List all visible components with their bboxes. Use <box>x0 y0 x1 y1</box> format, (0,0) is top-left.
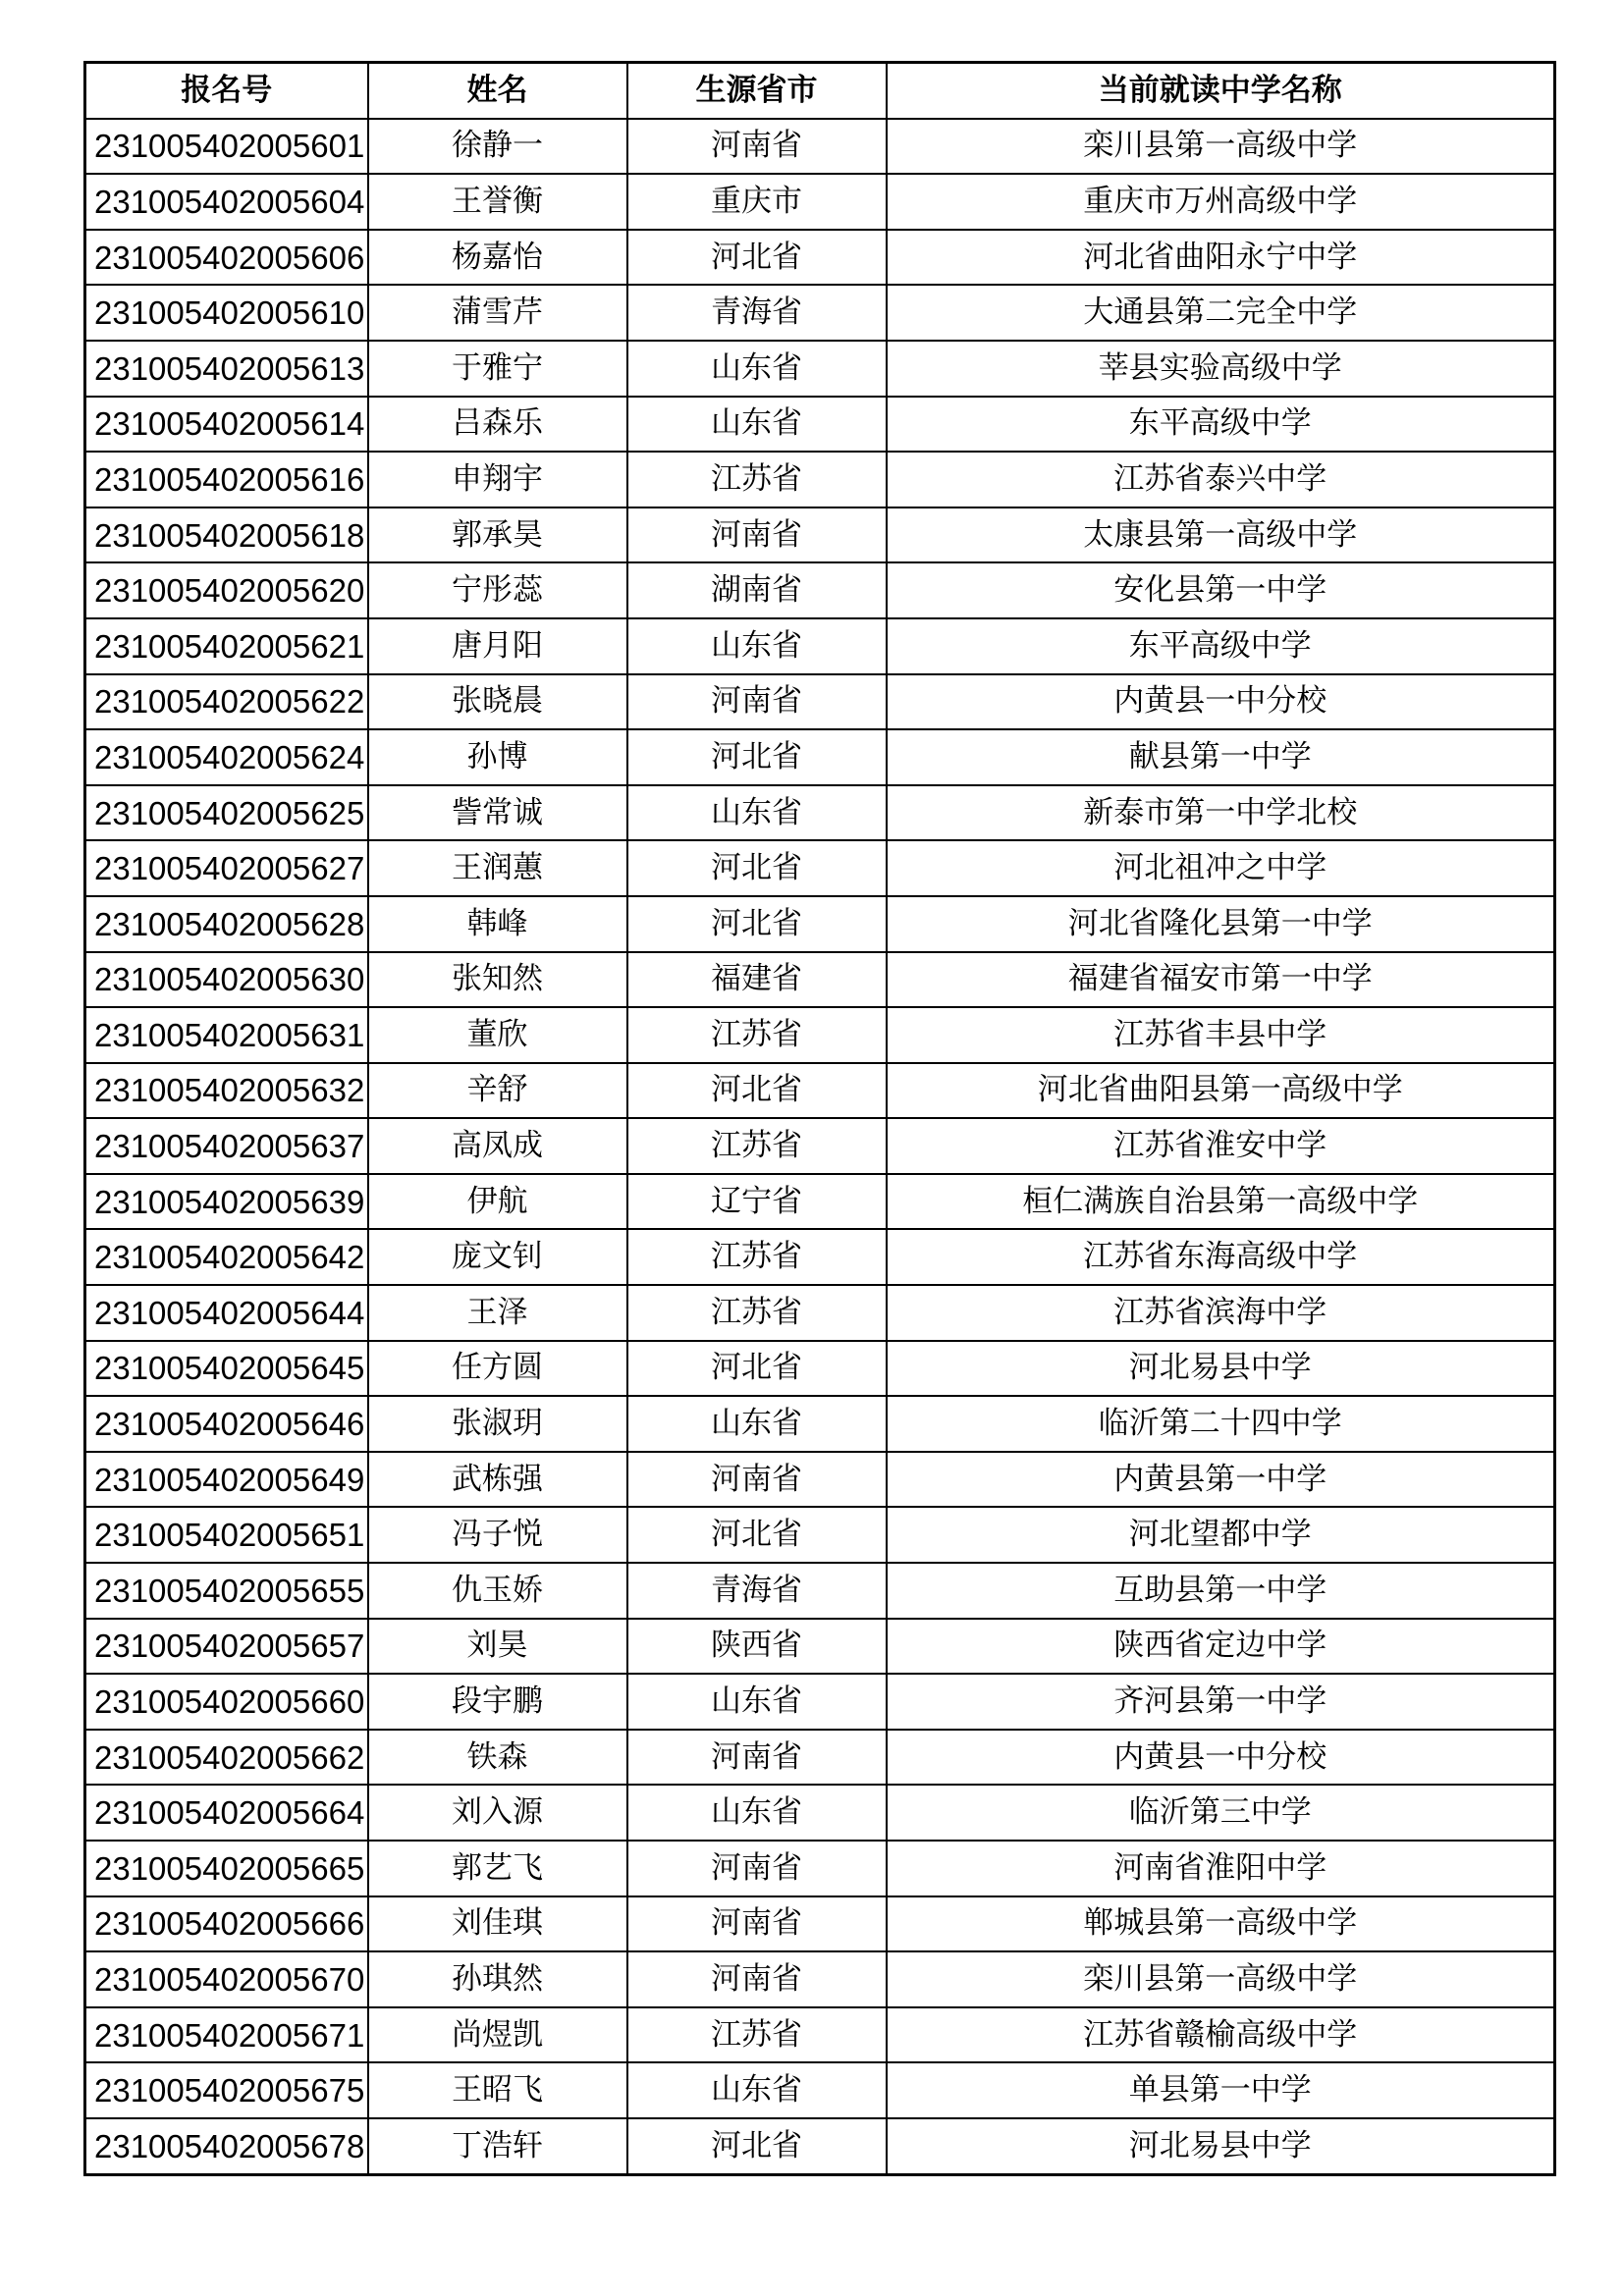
province-cell: 江苏省 <box>627 1229 887 1285</box>
school-cell: 临沂第二十四中学 <box>887 1396 1555 1452</box>
school-cell: 东平高级中学 <box>887 618 1555 674</box>
registration-number-cell: 231005402005628 <box>85 896 368 952</box>
table-row <box>85 1507 1555 1563</box>
table-row <box>85 1674 1555 1730</box>
school-cell: 内黄县一中分校 <box>887 674 1555 730</box>
table-row <box>85 1785 1555 1841</box>
name-cell: 张淑玥 <box>368 1396 627 1452</box>
name-cell: 伊航 <box>368 1174 627 1230</box>
province-cell: 陕西省 <box>627 1619 887 1675</box>
province-cell: 河北省 <box>627 230 887 286</box>
name-cell: 韩峰 <box>368 896 627 952</box>
province-cell: 江苏省 <box>627 1118 887 1174</box>
school-cell: 河北易县中学 <box>887 1341 1555 1397</box>
table-row <box>85 174 1555 230</box>
name-cell: 段宇鹏 <box>368 1674 627 1730</box>
province-cell: 山东省 <box>627 618 887 674</box>
registration-number-cell: 231005402005627 <box>85 840 368 896</box>
school-cell: 河北省曲阳永宁中学 <box>887 230 1555 286</box>
province-cell: 河南省 <box>627 1951 887 2007</box>
registration-number-cell: 231005402005630 <box>85 952 368 1008</box>
name-cell: 高凤成 <box>368 1118 627 1174</box>
registration-number-cell: 231005402005601 <box>85 119 368 175</box>
name-cell: 唐月阳 <box>368 618 627 674</box>
name-cell: 庞文钊 <box>368 1229 627 1285</box>
name-cell: 王昭飞 <box>368 2062 627 2118</box>
registration-number-cell: 231005402005645 <box>85 1341 368 1397</box>
registration-number-cell: 231005402005657 <box>85 1619 368 1675</box>
school-cell: 郸城县第一高级中学 <box>887 1896 1555 1952</box>
registration-number-cell: 231005402005649 <box>85 1452 368 1508</box>
registration-number-cell: 231005402005604 <box>85 174 368 230</box>
registration-number-cell: 231005402005637 <box>85 1118 368 1174</box>
registration-number-cell: 231005402005621 <box>85 618 368 674</box>
header-province: 生源省市 <box>627 63 887 119</box>
name-cell: 吕森乐 <box>368 397 627 453</box>
registration-number-cell: 231005402005610 <box>85 285 368 341</box>
province-cell: 江苏省 <box>627 1285 887 1341</box>
name-cell: 刘昊 <box>368 1619 627 1675</box>
name-cell: 孙琪然 <box>368 1951 627 2007</box>
registration-number-cell: 231005402005670 <box>85 1951 368 2007</box>
name-cell: 王润蕙 <box>368 840 627 896</box>
name-cell: 冯子悦 <box>368 1507 627 1563</box>
school-cell: 莘县实验高级中学 <box>887 341 1555 397</box>
registration-number-cell: 231005402005614 <box>85 397 368 453</box>
province-cell: 江苏省 <box>627 452 887 507</box>
table-row <box>85 341 1555 397</box>
roster-table <box>83 61 1556 2176</box>
name-cell: 刘入源 <box>368 1785 627 1841</box>
province-cell: 山东省 <box>627 1785 887 1841</box>
name-cell: 徐静一 <box>368 119 627 175</box>
name-cell: 宁彤蕊 <box>368 562 627 618</box>
province-cell: 河北省 <box>627 1341 887 1397</box>
province-cell: 湖南省 <box>627 562 887 618</box>
registration-number-cell: 231005402005655 <box>85 1563 368 1619</box>
registration-number-cell: 231005402005671 <box>85 2007 368 2063</box>
province-cell: 河北省 <box>627 2118 887 2174</box>
province-cell: 江苏省 <box>627 1007 887 1063</box>
registration-number-cell: 231005402005631 <box>85 1007 368 1063</box>
province-cell: 河北省 <box>627 896 887 952</box>
name-cell: 张晓晨 <box>368 674 627 730</box>
province-cell: 青海省 <box>627 285 887 341</box>
school-cell: 河北省隆化县第一中学 <box>887 896 1555 952</box>
table-row <box>85 729 1555 785</box>
table-row <box>85 397 1555 453</box>
table-row <box>85 452 1555 507</box>
province-cell: 河南省 <box>627 1896 887 1952</box>
table-row <box>85 1619 1555 1675</box>
province-cell: 河南省 <box>627 119 887 175</box>
province-cell: 重庆市 <box>627 174 887 230</box>
school-cell: 栾川县第一高级中学 <box>887 1951 1555 2007</box>
school-cell: 内黄县第一中学 <box>887 1452 1555 1508</box>
province-cell: 江苏省 <box>627 2007 887 2063</box>
registration-number-cell: 231005402005665 <box>85 1841 368 1896</box>
table-row <box>85 562 1555 618</box>
province-cell: 山东省 <box>627 785 887 841</box>
school-cell: 栾川县第一高级中学 <box>887 119 1555 175</box>
table-row <box>85 785 1555 841</box>
school-cell: 江苏省淮安中学 <box>887 1118 1555 1174</box>
name-cell: 申翔宇 <box>368 452 627 507</box>
name-cell: 丁浩轩 <box>368 2118 627 2174</box>
school-cell: 江苏省滨海中学 <box>887 1285 1555 1341</box>
school-cell: 新泰市第一中学北校 <box>887 785 1555 841</box>
province-cell: 河北省 <box>627 729 887 785</box>
school-cell: 东平高级中学 <box>887 397 1555 453</box>
registration-number-cell: 231005402005616 <box>85 452 368 507</box>
registration-number-cell: 231005402005632 <box>85 1063 368 1119</box>
table-row <box>85 2062 1555 2118</box>
registration-number-cell: 231005402005618 <box>85 507 368 563</box>
registration-number-cell: 231005402005646 <box>85 1396 368 1452</box>
school-cell: 江苏省东海高级中学 <box>887 1229 1555 1285</box>
province-cell: 河南省 <box>627 1730 887 1786</box>
registration-number-cell: 231005402005651 <box>85 1507 368 1563</box>
table-row <box>85 618 1555 674</box>
registration-number-cell: 231005402005664 <box>85 1785 368 1841</box>
school-cell: 福建省福安市第一中学 <box>887 952 1555 1008</box>
registration-number-cell: 231005402005644 <box>85 1285 368 1341</box>
province-cell: 山东省 <box>627 341 887 397</box>
school-cell: 河北易县中学 <box>887 2118 1555 2174</box>
header-name: 姓名 <box>368 63 627 119</box>
name-cell: 郭艺飞 <box>368 1841 627 1896</box>
table-row <box>85 1563 1555 1619</box>
school-cell: 江苏省泰兴中学 <box>887 452 1555 507</box>
header-school: 当前就读中学名称 <box>887 63 1555 119</box>
registration-number-cell: 231005402005660 <box>85 1674 368 1730</box>
registration-number-cell: 231005402005624 <box>85 729 368 785</box>
table-row <box>85 1341 1555 1397</box>
province-cell: 河南省 <box>627 507 887 563</box>
registration-number-cell: 231005402005642 <box>85 1229 368 1285</box>
province-cell: 山东省 <box>627 1674 887 1730</box>
table-row <box>85 1285 1555 1341</box>
name-cell: 铁森 <box>368 1730 627 1786</box>
school-cell: 江苏省丰县中学 <box>887 1007 1555 1063</box>
table-row <box>85 119 1555 175</box>
school-cell: 河北望都中学 <box>887 1507 1555 1563</box>
school-cell: 陕西省定边中学 <box>887 1619 1555 1675</box>
registration-number-cell: 231005402005622 <box>85 674 368 730</box>
table-row <box>85 1951 1555 2007</box>
registration-number-cell: 231005402005675 <box>85 2062 368 2118</box>
school-cell: 安化县第一中学 <box>887 562 1555 618</box>
table-row <box>85 1118 1555 1174</box>
school-cell: 桓仁满族自治县第一高级中学 <box>887 1174 1555 1230</box>
school-cell: 单县第一中学 <box>887 2062 1555 2118</box>
school-cell: 献县第一中学 <box>887 729 1555 785</box>
name-cell: 仇玉娇 <box>368 1563 627 1619</box>
name-cell: 訾常诚 <box>368 785 627 841</box>
province-cell: 山东省 <box>627 397 887 453</box>
table-row <box>85 1896 1555 1952</box>
name-cell: 任方圆 <box>368 1341 627 1397</box>
school-cell: 河北祖冲之中学 <box>887 840 1555 896</box>
table-row <box>85 1730 1555 1786</box>
school-cell: 临沂第三中学 <box>887 1785 1555 1841</box>
province-cell: 河北省 <box>627 1063 887 1119</box>
school-cell: 河南省淮阳中学 <box>887 1841 1555 1896</box>
roster-body <box>85 119 1555 2174</box>
registration-number-cell: 231005402005639 <box>85 1174 368 1230</box>
table-row <box>85 1174 1555 1230</box>
school-cell: 河北省曲阳县第一高级中学 <box>887 1063 1555 1119</box>
header-row <box>85 63 1555 119</box>
table-row <box>85 1063 1555 1119</box>
school-cell: 大通县第二完全中学 <box>887 285 1555 341</box>
table-row <box>85 1396 1555 1452</box>
name-cell: 蒲雪芹 <box>368 285 627 341</box>
table-row <box>85 952 1555 1008</box>
school-cell: 互助县第一中学 <box>887 1563 1555 1619</box>
registration-number-cell: 231005402005625 <box>85 785 368 841</box>
table-row <box>85 1452 1555 1508</box>
name-cell: 尚煜凯 <box>368 2007 627 2063</box>
table-row <box>85 1229 1555 1285</box>
table-row <box>85 840 1555 896</box>
province-cell: 河南省 <box>627 674 887 730</box>
registration-number-cell: 231005402005678 <box>85 2118 368 2174</box>
table-row <box>85 507 1555 563</box>
province-cell: 辽宁省 <box>627 1174 887 1230</box>
name-cell: 辛舒 <box>368 1063 627 1119</box>
table-row <box>85 1841 1555 1896</box>
registration-number-cell: 231005402005613 <box>85 341 368 397</box>
table-row <box>85 1007 1555 1063</box>
province-cell: 福建省 <box>627 952 887 1008</box>
name-cell: 刘佳琪 <box>368 1896 627 1952</box>
name-cell: 孙博 <box>368 729 627 785</box>
table-row <box>85 285 1555 341</box>
name-cell: 张知然 <box>368 952 627 1008</box>
school-cell: 内黄县一中分校 <box>887 1730 1555 1786</box>
registration-number-cell: 231005402005620 <box>85 562 368 618</box>
name-cell: 杨嘉怡 <box>368 230 627 286</box>
table-row <box>85 230 1555 286</box>
registration-number-cell: 231005402005666 <box>85 1896 368 1952</box>
province-cell: 青海省 <box>627 1563 887 1619</box>
table-row <box>85 674 1555 730</box>
province-cell: 山东省 <box>627 1396 887 1452</box>
registration-number-cell: 231005402005662 <box>85 1730 368 1786</box>
province-cell: 河北省 <box>627 1507 887 1563</box>
school-cell: 齐河县第一中学 <box>887 1674 1555 1730</box>
header-registration-number: 报名号 <box>85 63 368 119</box>
name-cell: 武栋强 <box>368 1452 627 1508</box>
province-cell: 河南省 <box>627 1841 887 1896</box>
name-cell: 董欣 <box>368 1007 627 1063</box>
name-cell: 王泽 <box>368 1285 627 1341</box>
school-cell: 重庆市万州高级中学 <box>887 174 1555 230</box>
name-cell: 于雅宁 <box>368 341 627 397</box>
name-cell: 王誉衡 <box>368 174 627 230</box>
table-row <box>85 896 1555 952</box>
school-cell: 太康县第一高级中学 <box>887 507 1555 563</box>
table-row <box>85 2118 1555 2174</box>
province-cell: 山东省 <box>627 2062 887 2118</box>
province-cell: 河北省 <box>627 840 887 896</box>
table-row <box>85 2007 1555 2063</box>
school-cell: 江苏省赣榆高级中学 <box>887 2007 1555 2063</box>
province-cell: 河南省 <box>627 1452 887 1508</box>
name-cell: 郭承昊 <box>368 507 627 563</box>
registration-number-cell: 231005402005606 <box>85 230 368 286</box>
